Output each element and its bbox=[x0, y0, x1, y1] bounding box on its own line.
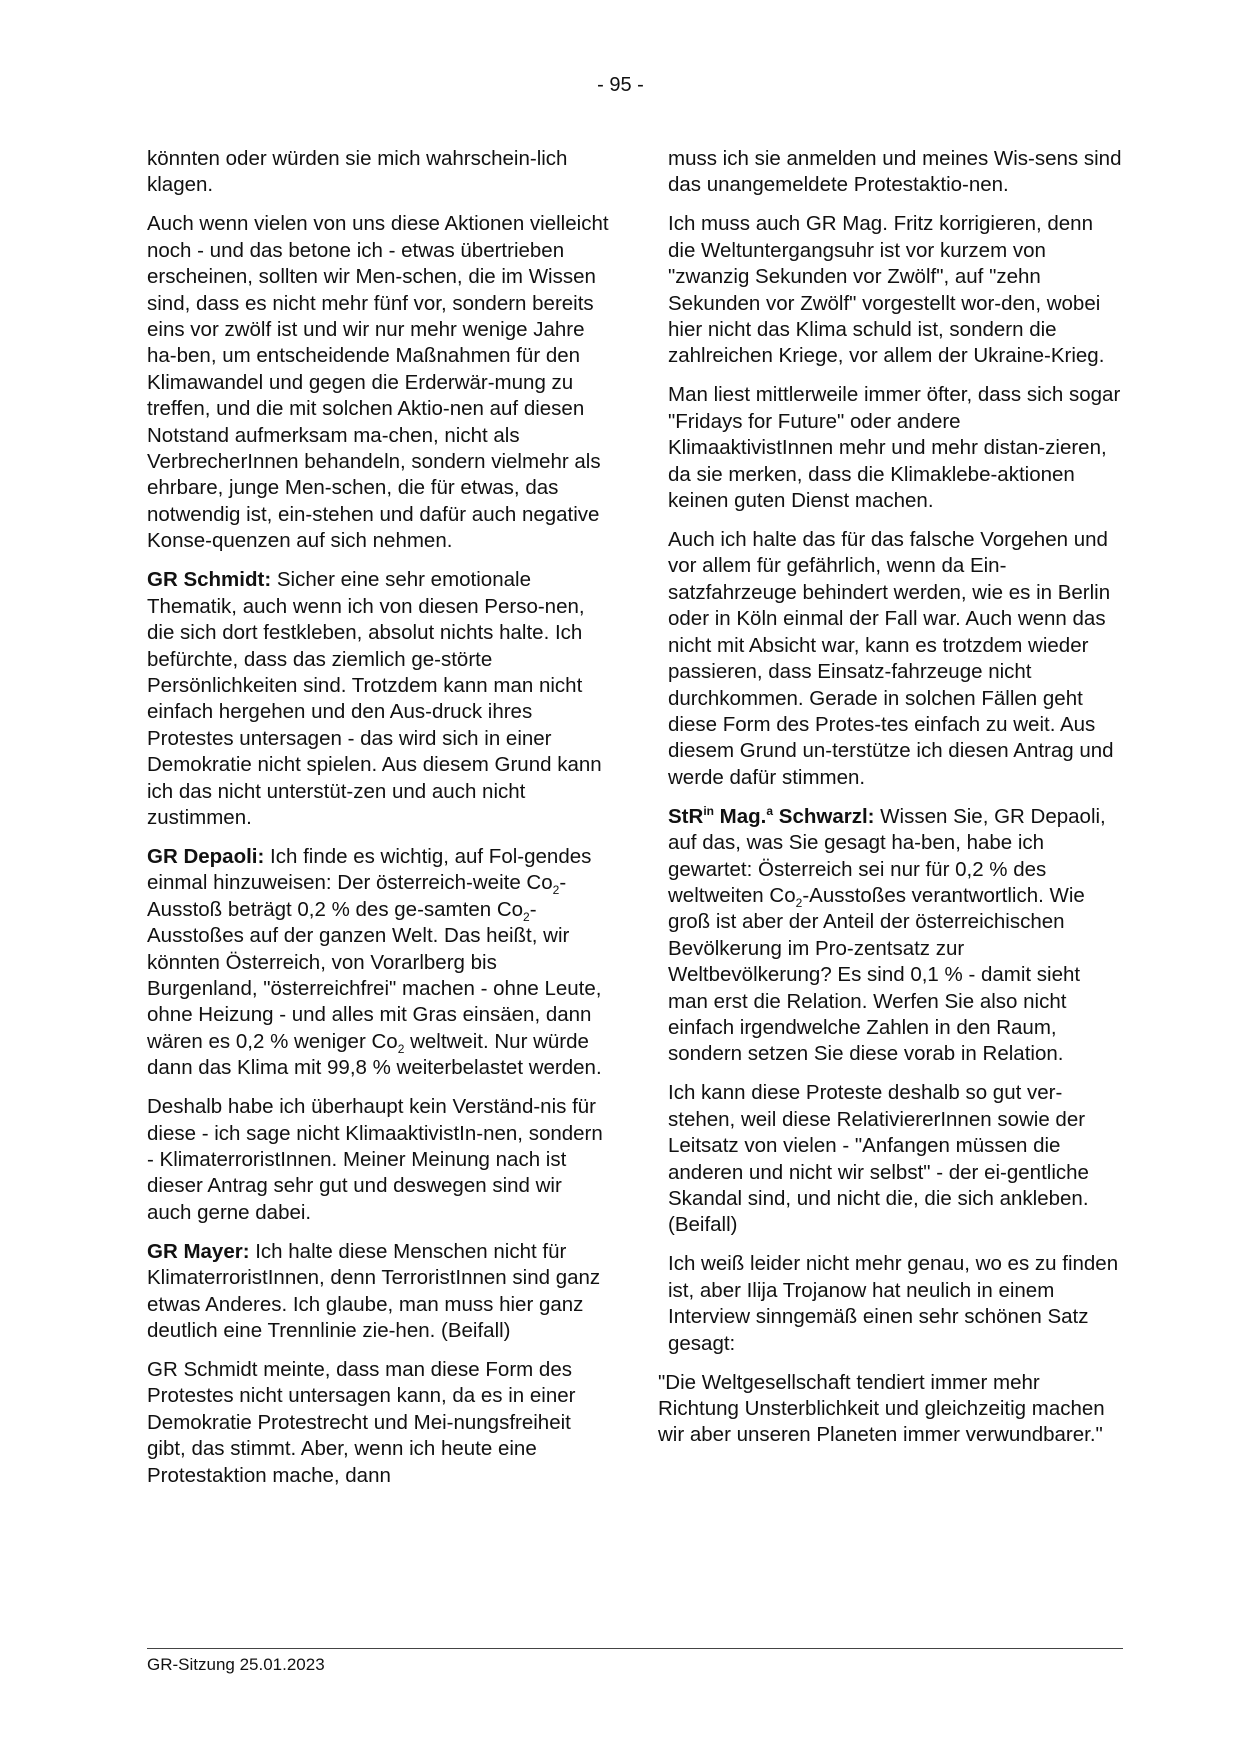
text-run: Ich finde es wichtig, auf Fol-gendes einmal hinzuweisen: Der österreich-weite Co bbox=[147, 844, 592, 895]
text-run: Deshalb habe ich überhaupt kein Verständ-nis für diese - ich sage nicht KlimaaktivistIn-nen, sondern - KlimaterroristInnen. Meiner Meinung nach ist dieser Antrag sehr gut und deswegen sind wir auch gerne dabei. bbox=[147, 1095, 603, 1224]
left-column bbox=[147, 146, 609, 1502]
paragraph bbox=[668, 382, 1124, 514]
text-run: StR bbox=[668, 804, 704, 828]
paragraph bbox=[668, 804, 1124, 1068]
text-run: Sicher eine sehr emotionale Thematik, auch wenn ich von diesen Perso-nen, die sich dort festkleben, absolut nichts halte. Ich befürchte, dass das ziemlich ge-störte Persönlichkeiten sind. Trotzdem kann man nicht einfach hergehen und den Aus-druck ihres Protestes untersagen - das wird sich in einer Demokratie nicht spielen. Aus diesem Grund kann ich das nicht unterstüt-zen und auch nicht zustimmen. bbox=[147, 568, 602, 829]
text-run: Mag. bbox=[713, 804, 767, 828]
text-run: -Ausstoßes verantwortlich. Wie groß ist aber der Anteil der österreichischen Bevölkerung im Pro-zentsatz zur Weltbevölkerung? Es sind 0,1 % - damit sieht man erst die Relation. Werfen Sie also nicht einfach irgendwelche Zahlen in den Raum, sondern setzen Sie diese vorab in Relation. bbox=[668, 883, 1085, 1066]
text-run: muss ich sie anmelden und meines Wis-sens sind das unangemeldete Protestaktio-nen. bbox=[668, 147, 1122, 197]
text-run: Auch ich halte das für das falsche Vorgehen und vor allem für gefährlich, wenn da Ein-satzfahrzeuge behindert werden, wie es in Berlin oder in Köln einmal der Fall war. Auch wenn das nicht mit Absicht war, kann es trotzdem wieder passieren, dass Einsatz-fahrzeuge nicht durchkommen. Gerade in solchen Fällen geht diese Form des Protes-tes einfach zu weit. Aus diesem Grund un-terstütze ich diesen Antrag und werde dafür stimmen. bbox=[668, 528, 1114, 789]
text-run: -Ausstoßes auf der ganzen Welt. Das heißt, wir könnten Österreich, von Vorarlberg bis Burgenland, "österreichfrei" machen - ohne Leute, ohne Heizung - und alles mit Gras einsäen, dann wären es 0,2 % weniger Co bbox=[147, 897, 602, 1053]
text-run: könnten oder würden sie mich wahrschein-lich klagen. bbox=[147, 147, 568, 197]
speaker-name: GR Mayer: bbox=[147, 1239, 250, 1263]
paragraph bbox=[147, 146, 609, 199]
paragraph bbox=[668, 146, 1124, 199]
paragraph bbox=[147, 844, 609, 1082]
superscript: in bbox=[703, 803, 714, 818]
paragraph bbox=[668, 211, 1124, 369]
text-run: weltweit. Nur würde dann das Klima mit 99,8 % weiterbelastet werden. bbox=[147, 1029, 602, 1080]
paragraph bbox=[668, 1080, 1124, 1238]
text-run: Wissen Sie, GR Depaoli, auf das, was Sie gesagt ha-ben, habe ich gewartet: Österreich sei nur für 0,2 % des weltweiten Co bbox=[668, 804, 1106, 907]
footer-text: GR-Sitzung 25.01.2023 bbox=[147, 1655, 325, 1674]
text-run: Ich weiß leider nicht mehr genau, wo es zu finden ist, aber Ilija Trojanow hat neulich in einem Interview sinngemäß einen sehr schönen Satz gesagt: bbox=[668, 1252, 1119, 1355]
paragraph bbox=[147, 1357, 609, 1489]
text-run: "Die Weltgesellschaft tendiert immer mehr Richtung Unsterblichkeit und gleichzeitig machen wir aber unseren Planeten immer verwundbarer." bbox=[658, 1370, 1105, 1447]
speaker-name: GR Schmidt: bbox=[147, 568, 272, 592]
page-number: - 95 - bbox=[597, 74, 644, 96]
quote-paragraph bbox=[658, 1370, 1124, 1449]
subscript: 2 bbox=[552, 883, 560, 898]
paragraph bbox=[668, 1251, 1124, 1357]
text-run: GR Schmidt meinte, dass man diese Form des Protestes nicht untersagen kann, da es in einer Demokratie Protestrecht und Mei-nungsfreiheit gibt, das stimmt. Aber, wenn ich heute eine Protestaktion mache, dann bbox=[147, 1358, 576, 1487]
text-run: -Ausstoß beträgt 0,2 % des ge-samten Co bbox=[147, 871, 567, 921]
speaker-name: GR Depaoli: bbox=[147, 844, 265, 868]
text-run: Ich halte diese Menschen nicht für KlimaterroristInnen, denn TerroristInnen sind ganz etwas Anderes. Ich glaube, man muss hier ganz deutlich eine Trennlinie zie-hen. (Beifall) bbox=[147, 1239, 601, 1343]
text-run: Auch wenn vielen von uns diese Aktionen vielleicht noch - und das betone ich - etwas übertrieben erscheinen, sollten wir Men-schen, die im Wissen sind, dass es nicht mehr fünf vor, sondern bereits eins vor zwölf ist und wir nur mehr wenige Jahre ha-ben, um entscheidende Maßnahmen für den Klimawandel und gegen die Erderwär-mung zu treffen, und die mit solchen Aktio-nen auf diesen Notstand aufmerksam ma-chen, nicht als VerbrecherInnen behandeln, sondern vielmehr als ehrbare, junge Men-schen, die für etwas, das notwendig ist, ein-stehen und dafür auch negative Konse-quenzen auf sich nehmen. bbox=[147, 212, 609, 553]
text-run: Man liest mittlerweile immer öfter, dass sich sogar "Fridays for Future" oder andere KlimaaktivistInnen mehr und mehr distan-zieren, da sie merken, dass die Klimaklebe-aktionen keinen guten Dienst machen. bbox=[668, 383, 1121, 513]
paragraph bbox=[668, 527, 1124, 791]
footer-rule bbox=[147, 1648, 1123, 1649]
paragraph bbox=[147, 567, 609, 831]
paragraph bbox=[147, 1094, 609, 1226]
subscript: 2 bbox=[397, 1041, 405, 1056]
superscript: a bbox=[766, 803, 774, 818]
right-column bbox=[658, 146, 1124, 1461]
subscript: 2 bbox=[795, 896, 803, 911]
speaker-name bbox=[668, 805, 874, 828]
subscript: 2 bbox=[523, 909, 530, 924]
paragraph bbox=[147, 1239, 609, 1345]
text-run: Schwarzl: bbox=[773, 804, 875, 828]
text-run: Ich muss auch GR Mag. Fritz korrigieren, denn die Weltuntergangsuhr ist vor kurzem von "zwanzig Sekunden vor Zwölf", auf "zehn Sekunden vor Zwölf" vorgestellt wor-den, wobei hier nicht das Klima schuld ist, sondern die zahlreichen Kriege, vor allem der Ukraine-Krieg. bbox=[668, 212, 1105, 368]
paragraph bbox=[147, 211, 609, 554]
text-run: Ich kann diese Proteste deshalb so gut ver-stehen, weil diese RelativiererInnen sowie der Leitsatz von vielen - "Anfangen müssen die anderen und nicht wir selbst" - der ei-gentliche Skandal sind, und nicht die, die sich ankleben. (Beifall) bbox=[668, 1081, 1089, 1237]
